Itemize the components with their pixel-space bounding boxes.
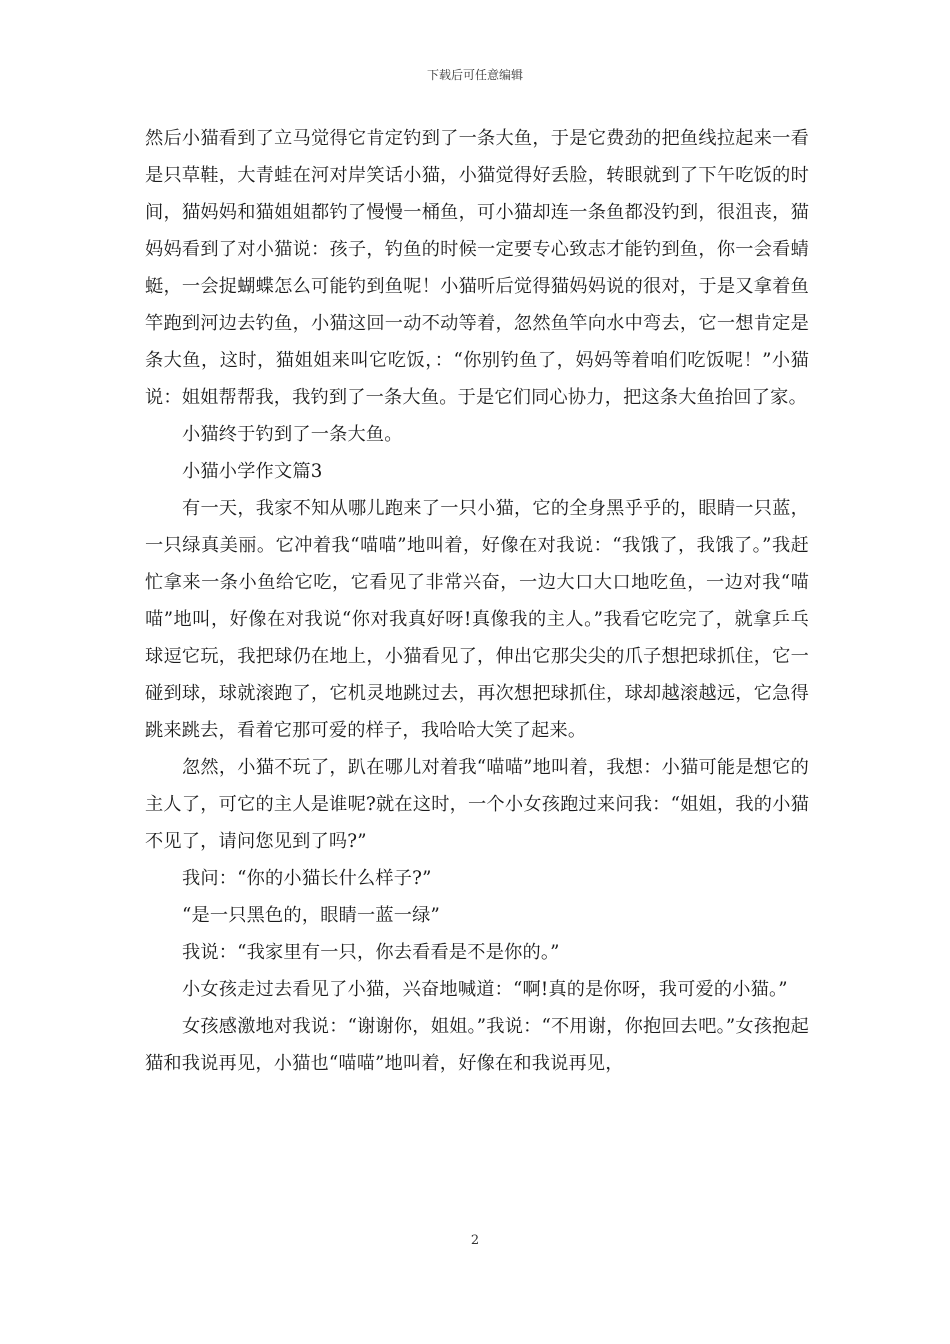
paragraph-8: 小女孩走过去看见了小猫，兴奋地喊道：“啊!真的是你呀，我可爱的小猫。” bbox=[182, 979, 788, 1000]
paragraph-9: 女孩感激地对我说：“谢谢你，姐姐。”我说：“不用谢，你抱回去吧。”女孩抱起猫和我说再见，小猫也“喵喵”地叫着，好像在和我说再见， bbox=[145, 1016, 809, 1074]
paragraph-6: “是一只黑色的，眼睛一蓝一绿” bbox=[182, 905, 441, 926]
paragraph-3: 有一天，我家不知从哪儿跑来了一只小猫，它的全身黑乎乎的，眼睛一只蓝，一只绿真美丽。它冲着我“喵喵”地叫着，好像在对我说：“我饿了，我饿了。”我赶忙拿来一条小鱼给它吃，它看见了非常兴奋，一边大口大口地吃鱼，一边对我“喵喵”地叫，好像在对我说“你对我真好呀!真像我的主人。”我看它吃完了，就拿乒乓球逗它玩，我把球仍在地上，小猫看见了，伸出它那尖尖的爪子想把球抓住，它一碰到球，球就滚跑了，它机灵地跳过去，再次想把球抓住，球却越滚越远，它急得跳来跳去，看着它那可爱的样子，我哈哈大笑了起来。 bbox=[145, 498, 809, 741]
page-header: 下载后可任意编辑 bbox=[426, 68, 523, 82]
document-body bbox=[145, 120, 809, 1082]
section-heading: 小猫小学作文篇3 bbox=[182, 461, 323, 482]
paragraph-2: 小猫终于钓到了一条大鱼。 bbox=[182, 424, 403, 445]
paragraph-7: 我说：“我家里有一只，你去看看是不是你的。” bbox=[182, 942, 560, 963]
paragraph-5: 我问：“你的小猫长什么样子?” bbox=[182, 868, 432, 889]
page-number: 2 bbox=[470, 1233, 480, 1248]
paragraph-4: 忽然，小猫不玩了，趴在哪儿对着我“喵喵”地叫着，我想：小猫可能是想它的主人了，可它的主人是谁呢?就在这时，一个小女孩跑过来问我：“姐姐，我的小猫不见了，请问您见到了吗?” bbox=[145, 757, 809, 852]
paragraph-1: 然后小猫看到了立马觉得它肯定钓到了一条大鱼，于是它费劲的把鱼线拉起来一看是只草鞋，大青蛙在河对岸笑话小猫，小猫觉得好丢脸，转眼就到了下午吃饭的时间，猫妈妈和猫姐姐都钓了慢慢一桶鱼，可小猫却连一条鱼都没钓到，很沮丧，猫妈妈看到了对小猫说：孩子，钓鱼的时候一定要专心致志才能钓到鱼，你一会看蜻蜓，一会捉蝴蝶怎么可能钓到鱼呢！小猫听后觉得猫妈妈说的很对，于是又拿着鱼竿跑到河边去钓鱼，小猫这回一动不动等着，忽然鱼竿向水中弯去，它一想肯定是条大鱼，这时，猫姐姐来叫它吃饭，：“你别钓鱼了，妈妈等着咱们吃饭呢！”小猫说：姐姐帮帮我，我钓到了一条大鱼。于是它们同心协力，把这条大鱼抬回了家。 bbox=[145, 128, 809, 408]
